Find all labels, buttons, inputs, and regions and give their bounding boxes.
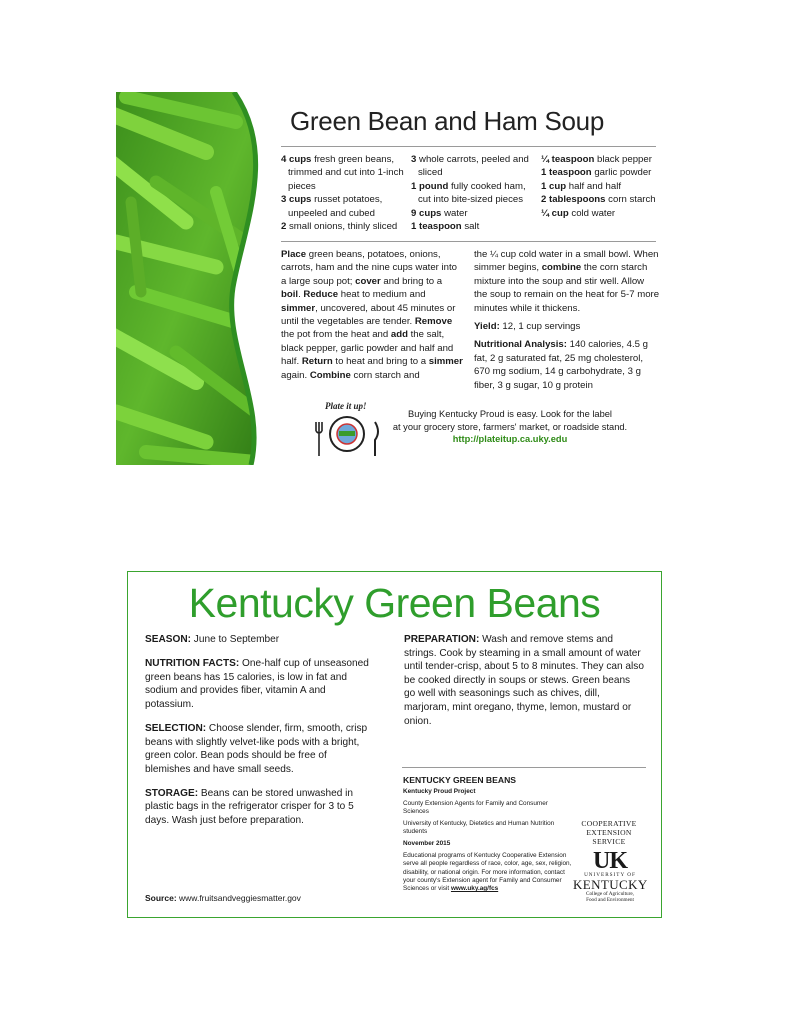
facts-left-column (145, 633, 373, 838)
ingredient-item: 9 cups water (411, 207, 468, 219)
direction-verb: simmer (281, 302, 316, 314)
nutrition-value: 140 calories, 4.5 g fat, 2 g saturated fat, 25 mg cholesterol, 670 mg sodium, 14 g carbohydrate, 3 g fiber, 3 g sugar, 10 g protein (474, 339, 649, 391)
season-fact: SEASON: June to September (145, 634, 280, 645)
nutrition-label: Nutritional Analysis: (474, 339, 567, 351)
direction-text: the pot from the heat and (281, 329, 391, 341)
ingredient-item: 3 cups russet potatoes, unpeeled and cubed (281, 194, 383, 219)
ingredients-column-3 (541, 153, 663, 220)
footer-agents: County Extension Agents for Family and Consumer Sciences (403, 800, 548, 816)
ingredients-column-2 (411, 153, 538, 233)
direction-text: . (298, 289, 304, 301)
directions-column-1 (281, 248, 464, 382)
direction-verb: cover (355, 275, 381, 287)
uk-logo: UK UNIVERSITY OF KENTUCKY College of Agriculture, Food and Environment (573, 848, 648, 903)
footer-heading: KENTUCKY GREEN BEANS (403, 775, 517, 785)
plate-logo-text: Plate it up! (325, 401, 367, 411)
ingredient-item: 1 teaspoon garlic powder (541, 167, 652, 179)
footer-notice: Educational programs of Kentucky Cooperative Extension serve all people regardless of race, color, age, sex, religion, disability, or national origin. For more information, contact your county's Extension agent for Family and Consumer Sciences or visit www.uky.ag/fcs (403, 852, 572, 893)
ingredients-column-1 (281, 153, 408, 233)
direction-text: heat to medium and (338, 289, 426, 301)
storage-fact: STORAGE: Beans can be stored unwashed in plastic bags in the refrigerator crisper for 3 to 5 days. Wash just before preparation. (145, 787, 354, 827)
footer-date: November 2015 (403, 840, 451, 848)
source-line: Source: www.fruitsandveggiesmatter.gov (145, 893, 301, 903)
ingredient-item: 1 pound fully cooked ham, cut into bite-sized pieces (411, 180, 526, 206)
ingredient-item: 1 cup half and half (541, 180, 622, 192)
kentucky-proud-note (385, 408, 635, 446)
yield-value: 12, 1 cup servings (499, 321, 581, 333)
direction-text: green beans, potatoes, onions, carrots, ham and the nine cups water into a large soup pot; (281, 249, 457, 287)
title-divider (281, 146, 656, 147)
plate-line-2: at your grocery store, farmers' market, or roadside stand. (392, 421, 628, 432)
uk-mark: UK (593, 848, 627, 874)
direction-verb: combine (541, 262, 582, 274)
direction-verb: simmer (428, 356, 463, 368)
recipe-title: Green Bean and Ham Soup (290, 106, 604, 136)
footer-link[interactable]: www.uky.ag/fcs (450, 885, 499, 893)
direction-text: again. (281, 369, 310, 381)
yield-label: Yield: (474, 321, 500, 333)
direction-text: corn starch and (350, 369, 420, 381)
ingredient-item: ¼ teaspoon black pepper (541, 154, 652, 165)
direction-text: and bring to a (380, 275, 443, 287)
ingredients-divider (281, 241, 656, 242)
direction-verb: add (390, 329, 408, 341)
nutrition-fact: NUTRITION FACTS: One-half cup of unseasoned green beans has 15 calories, is low in fat and sodium and provides fiber, vitamin A and potassium. (145, 658, 369, 710)
footer-credits (403, 776, 575, 897)
plate-it-up-logo (311, 398, 383, 460)
direction-verb: Remove (414, 316, 453, 328)
direction-verb: Reduce (303, 289, 339, 301)
ingredient-item: 1 teaspoon salt (411, 221, 480, 233)
preparation-fact: PREPARATION: Wash and remove stems and strings. Cook by steaming in a small amount of water until tender-crisp, about 5 to 8 minutes. They can also be cooked directly in soups or stews. Green beans go well with seasonings such as chives, dill, marjoram, mint oregano, thyme, lemon, mustard or onion. (404, 634, 644, 727)
direction-text: to heat and bring to a (332, 356, 429, 368)
direction-verb: Return (301, 356, 333, 368)
ingredient-item: 4 cups fresh green beans, trimmed and cut into 1-inch pieces (281, 154, 404, 192)
selection-fact: SELECTION: Choose slender, firm, smooth, crisp beans with slightly velvet-like pods with a bright, green color. Bean pods should be free of blemishes and have small seeds. (145, 722, 368, 775)
direction-verb: Place (281, 249, 307, 260)
plate-url-link[interactable]: http://plateitup.ca.uky.edu (452, 434, 568, 444)
direction-text: the corn starch mixture into the soup and stir well. Allow the soup to remain on the heat for 5-7 more minutes while it thickens. (474, 262, 660, 314)
direction-verb: boil (281, 289, 299, 301)
plate-line-1: Buying Kentucky Proud is easy. Look for the label (408, 409, 612, 419)
directions-column-2 (474, 248, 660, 392)
direction-text: , uncovered, about 45 minutes or until the vegetables are tender. (281, 302, 456, 328)
ingredient-item: 2 tablespoons corn starch (541, 194, 656, 206)
ingredient-item: 3 whole carrots, peeled and sliced (411, 154, 529, 179)
footer-university: University of Kentucky, Dietetics and Human Nutrition students (403, 820, 555, 836)
green-beans-photo (116, 92, 264, 465)
direction-text: the ¼ cup cold water in a small bowl. When simmer begins, (474, 249, 659, 274)
footer-divider (402, 767, 646, 768)
ingredient-item: 2 small onions, thinly sliced (281, 221, 398, 233)
ingredient-item: ¼ cup cold water (541, 207, 616, 219)
direction-text: the salt, black pepper, garlic powder and half and half. (281, 329, 454, 368)
cooperative-extension-label: COOPERATIVE EXTENSION SERVICE (581, 819, 637, 846)
card-title: Kentucky Green Beans (188, 580, 601, 626)
direction-verb: Combine (309, 369, 351, 381)
footer-project: Kentucky Proud Project (403, 788, 476, 796)
